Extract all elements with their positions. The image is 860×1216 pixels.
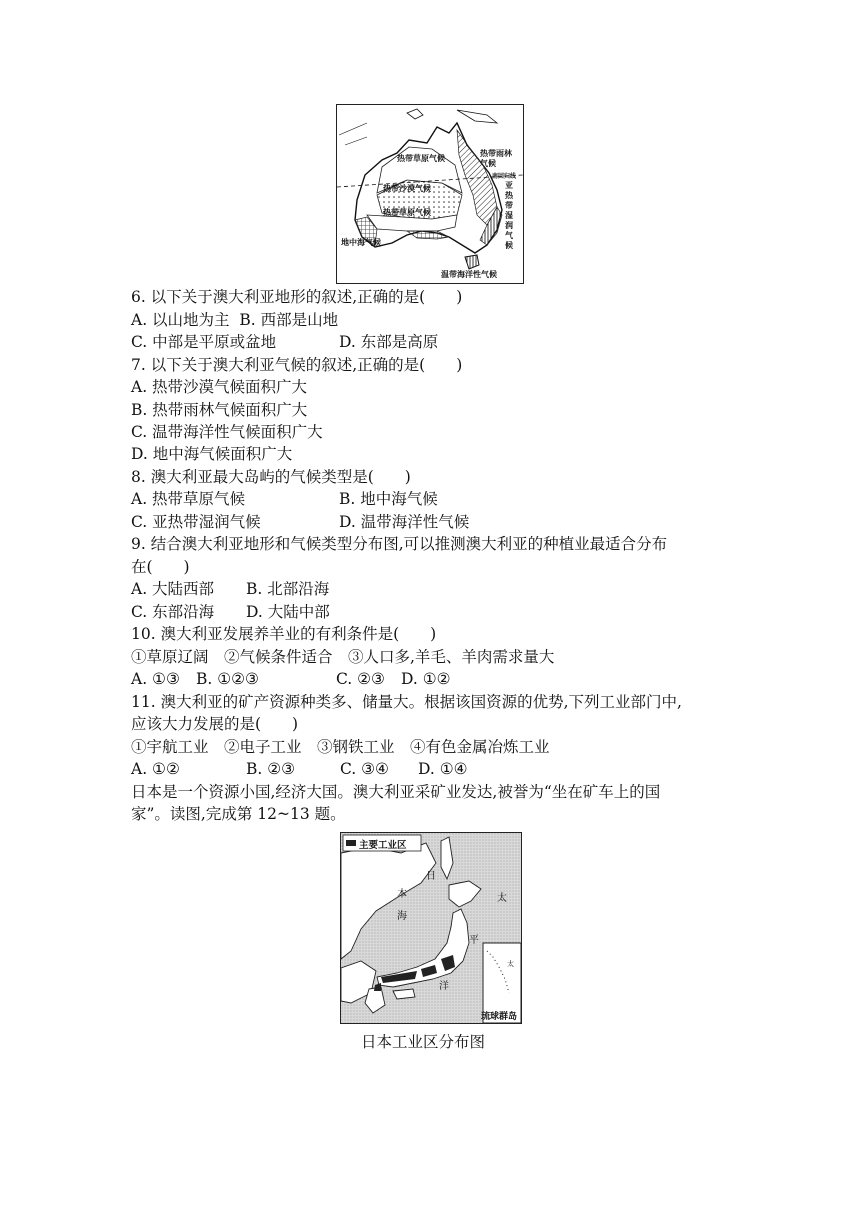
label-sea-hai: 海 <box>397 911 407 922</box>
question-6-stem: 6. 以下关于澳大利亚地形的叙述,正确的是( ) <box>131 288 463 306</box>
option-7a: A. 热带沙漠气候面积广大 <box>131 378 308 396</box>
label-temperate-marine: 温带海洋性气候 <box>441 270 497 279</box>
question-9-stem-line2: 在( ) <box>131 558 190 576</box>
legend-industrial-zone: 主要工业区 <box>359 840 407 851</box>
intro-line2: 家”。读图,完成第 12~13 题。 <box>131 805 346 823</box>
question-6-options-row1 <box>131 309 338 331</box>
label-tropical-rainforest: 热带雨林气候 <box>480 149 512 168</box>
label-tropical-grassland-north: 热带草原气候 <box>397 154 445 163</box>
option-10c: C. ②③ <box>336 670 385 688</box>
option-11a: A. ①② <box>131 760 180 778</box>
option-6d: D. 东部是高原 <box>339 333 439 351</box>
question-10-options <box>131 668 451 690</box>
question-11-items: ①宇航工业 ②电子工业 ③钢铁工业 ④有色金属冶炼工业 <box>131 738 550 756</box>
option-8b: B. 地中海气候 <box>339 490 438 508</box>
option-9a: A. 大陆西部 <box>131 580 215 598</box>
option-6c: C. 中部是平原或盆地 <box>131 333 277 351</box>
label-tropical-desert: 热带沙漠气候 <box>383 184 431 193</box>
label-ocean-yang: 洋 <box>439 981 449 992</box>
option-8d: D. 温带海洋性气候 <box>339 513 470 531</box>
question-7-stem: 7. 以下关于澳大利亚气候的叙述,正确的是( ) <box>131 356 463 374</box>
intro-line1: 日本是一个资源小国,经济大国。澳大利亚采矿业发达,被誉为“坐在矿车上的国 <box>131 783 661 801</box>
label-sea-ben: 本 <box>397 889 407 900</box>
question-11-options <box>131 758 468 780</box>
label-tropic-line: 南回归线 <box>492 173 517 180</box>
label-ryukyu-islands: 琉球群岛 <box>481 1012 518 1022</box>
option-9c: C. 东部沿海 <box>131 603 215 621</box>
option-9b: B. 北部沿海 <box>246 580 330 598</box>
australia-map-graphic <box>337 105 523 283</box>
option-7d: D. 地中海气候面积广大 <box>131 445 293 463</box>
option-10b: B. ①②③ <box>196 670 259 688</box>
label-mediterranean: 地中海气候 <box>341 238 381 247</box>
question-10-stem: 10. 澳大利亚发展养羊业的有利条件是( ) <box>131 625 437 643</box>
label-tropical-grassland-south: 热带草原气候 <box>383 208 431 217</box>
option-10a: A. ①③ <box>131 670 180 688</box>
label-ocean-tai: 太 <box>497 893 507 904</box>
option-8a: A. 热带草原气候 <box>131 490 246 508</box>
question-9-stem-line1: 9. 结合澳大利亚地形和气候类型分布图,可以推测澳大利亚的种植业最适合分布 <box>131 535 668 553</box>
question-6-options-row2 <box>131 331 438 353</box>
option-11c: C. ③④ <box>340 760 389 778</box>
option-6a: A. 以山地为主 <box>131 311 230 329</box>
option-10d: D. ①② <box>401 670 451 688</box>
question-11-stem-line2: 应该大力发展的是( ) <box>131 715 299 733</box>
option-7c: C. 温带海洋性气候面积广大 <box>131 423 323 441</box>
label-inset-tai: 太 <box>507 960 514 968</box>
australia-climate-map <box>336 104 524 284</box>
question-9-options-row1 <box>131 578 329 600</box>
option-11b: B. ②③ <box>246 760 296 778</box>
option-6b: B. 西部是山地 <box>239 311 339 329</box>
question-10-items: ①草原辽阔 ②气候条件适合 ③人口多,羊毛、羊肉需求量大 <box>131 648 555 666</box>
option-9d: D. 大陆中部 <box>246 603 330 621</box>
japan-map-graphic <box>341 833 521 1023</box>
figure-caption: 日本工业区分布图 <box>361 1033 486 1051</box>
label-ocean-ping: 平 <box>469 935 479 946</box>
question-8-options-row2 <box>131 511 469 533</box>
option-11d: D. ①④ <box>418 760 468 778</box>
label-subtropical-humid: 亚热带湿润气候 <box>505 181 513 250</box>
question-8-stem: 8. 澳大利亚最大岛屿的气候类型是( ) <box>131 468 411 486</box>
question-11-stem-line1: 11. 澳大利亚的矿产资源种类多、储量大。根据该国资源的优势,下列工业部门中, <box>131 693 682 711</box>
label-sea-ri: 日 <box>426 871 436 882</box>
question-8-options-row1 <box>131 488 438 510</box>
japan-industry-map <box>340 832 522 1024</box>
option-7b: B. 热带雨林气候面积广大 <box>131 401 308 419</box>
option-8c: C. 亚热带湿润气候 <box>131 513 261 531</box>
question-9-options-row2 <box>131 601 330 623</box>
